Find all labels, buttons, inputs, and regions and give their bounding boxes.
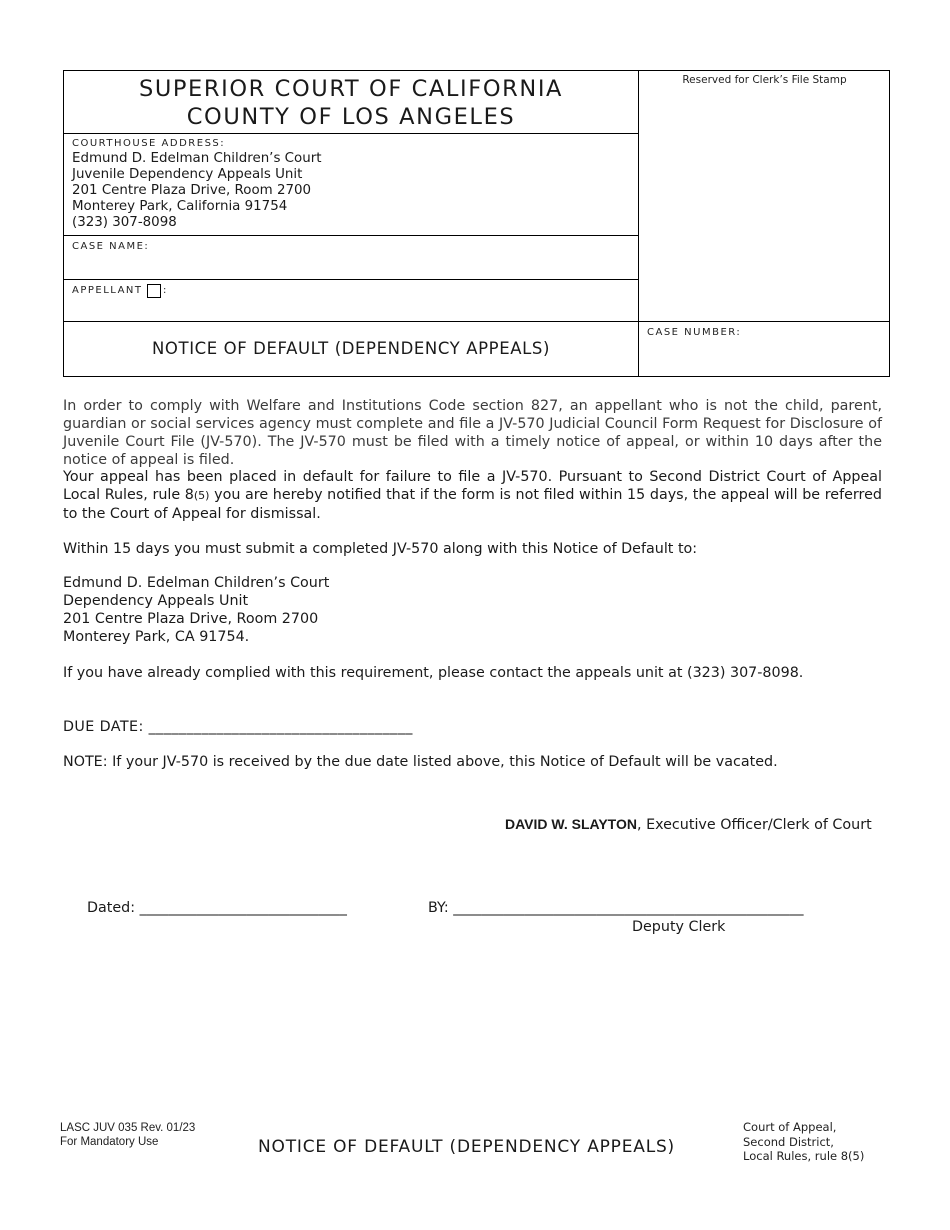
courthouse-address-label: COURTHOUSE ADDRESS: xyxy=(72,138,226,149)
court-name xyxy=(64,75,638,131)
mail-address-line: Edmund D. Edelman Children’s Court xyxy=(63,575,330,591)
footer-form-id xyxy=(60,1121,195,1149)
by-signature-field[interactable]: BY: _________________________________________________ xyxy=(428,900,804,916)
default-paragraph-text: you are hereby notified that if the form is not filed within 15 days, the appeal will be referred to the Court of Appeal for dismissal. xyxy=(63,487,882,522)
mail-address-line: Monterey Park, CA 91754. xyxy=(63,629,250,645)
divider xyxy=(64,279,638,280)
signatory-name: DAVID W. SLAYTON xyxy=(505,816,637,832)
footer-title: NOTICE OF DEFAULT (DEPENDENCY APPEALS) xyxy=(258,1137,675,1157)
address-line: 201 Centre Plaza Drive, Room 2700 xyxy=(72,183,312,198)
column-divider xyxy=(638,71,639,376)
case-name-label: CASE NAME: xyxy=(72,241,150,252)
court-name-line1: SUPERIOR COURT OF CALIFORNIA xyxy=(138,76,564,102)
divider xyxy=(64,235,638,236)
appellant-colon: : xyxy=(163,285,168,296)
rule-number: (5) xyxy=(193,489,210,502)
footer-authority xyxy=(743,1120,864,1164)
compliance-paragraph: In order to comply with Welfare and Institutions Code section 827, an appellant who is not the child, parent, guardian or social services agency must complete and file a JV-570 Judicial Council Form Request for Disclosure of Juvenile Court File (JV-570). The JV-570 must be filed with a timely notice of appeal, or within 10 days after the notice of appeal is filed. xyxy=(63,398,882,468)
default-paragraph-text: Your appeal has been placed in default for failure to file a JV-570. Pursuant to Second District Court of Appeal Local Rules, rule 8 xyxy=(63,469,882,503)
signatory xyxy=(505,815,872,834)
vacate-note: NOTE: If your JV-570 is received by the due date listed above, this Notice of Default will be vacated. xyxy=(63,754,778,770)
appellant-label: APPELLANT xyxy=(72,285,143,296)
authority-line: Court of Appeal, xyxy=(743,1120,837,1134)
mail-address-line: 201 Centre Plaza Drive, Room 2700 xyxy=(63,611,319,627)
signatory-title: , Executive Officer/Clerk of Court xyxy=(636,817,872,833)
form-title: NOTICE OF DEFAULT (DEPENDENCY APPEALS) xyxy=(151,339,551,358)
appellant-checkbox[interactable] xyxy=(147,284,161,298)
address-line: Edmund D. Edelman Children’s Court xyxy=(72,151,322,166)
divider xyxy=(64,321,889,322)
authority-line: Local Rules, rule 8(5) xyxy=(743,1149,865,1163)
mail-address-line: Dependency Appeals Unit xyxy=(63,593,249,609)
case-number-label: CASE NUMBER: xyxy=(647,327,742,338)
address-line: Monterey Park, California 91754 xyxy=(72,199,288,214)
clerk-stamp-label: Reserved for Clerk’s File Stamp xyxy=(682,74,847,86)
caption-table xyxy=(63,70,890,377)
address-line: (323) 307-8098 xyxy=(72,215,177,230)
mandatory-use-label: For Mandatory Use xyxy=(60,1136,159,1148)
divider xyxy=(64,133,638,134)
court-name-line2: COUNTY OF LOS ANGELES xyxy=(186,104,516,130)
contact-paragraph: If you have already complied with this requirement, please contact the appeals unit at (323) 307-8098. xyxy=(63,665,804,681)
form-number: LASC JUV 035 Rev. 01/23 xyxy=(60,1122,196,1134)
dated-field[interactable]: Dated: _____________________________ xyxy=(87,900,347,916)
deputy-clerk-label: Deputy Clerk xyxy=(632,919,726,935)
default-paragraph xyxy=(63,468,882,523)
due-date-field[interactable]: DUE DATE: ___________________________________ xyxy=(63,719,413,735)
submit-instruction: Within 15 days you must submit a completed JV-570 along with this Notice of Default to: xyxy=(63,541,698,557)
address-line: Juvenile Dependency Appeals Unit xyxy=(72,167,303,182)
authority-line: Second District, xyxy=(743,1134,834,1149)
